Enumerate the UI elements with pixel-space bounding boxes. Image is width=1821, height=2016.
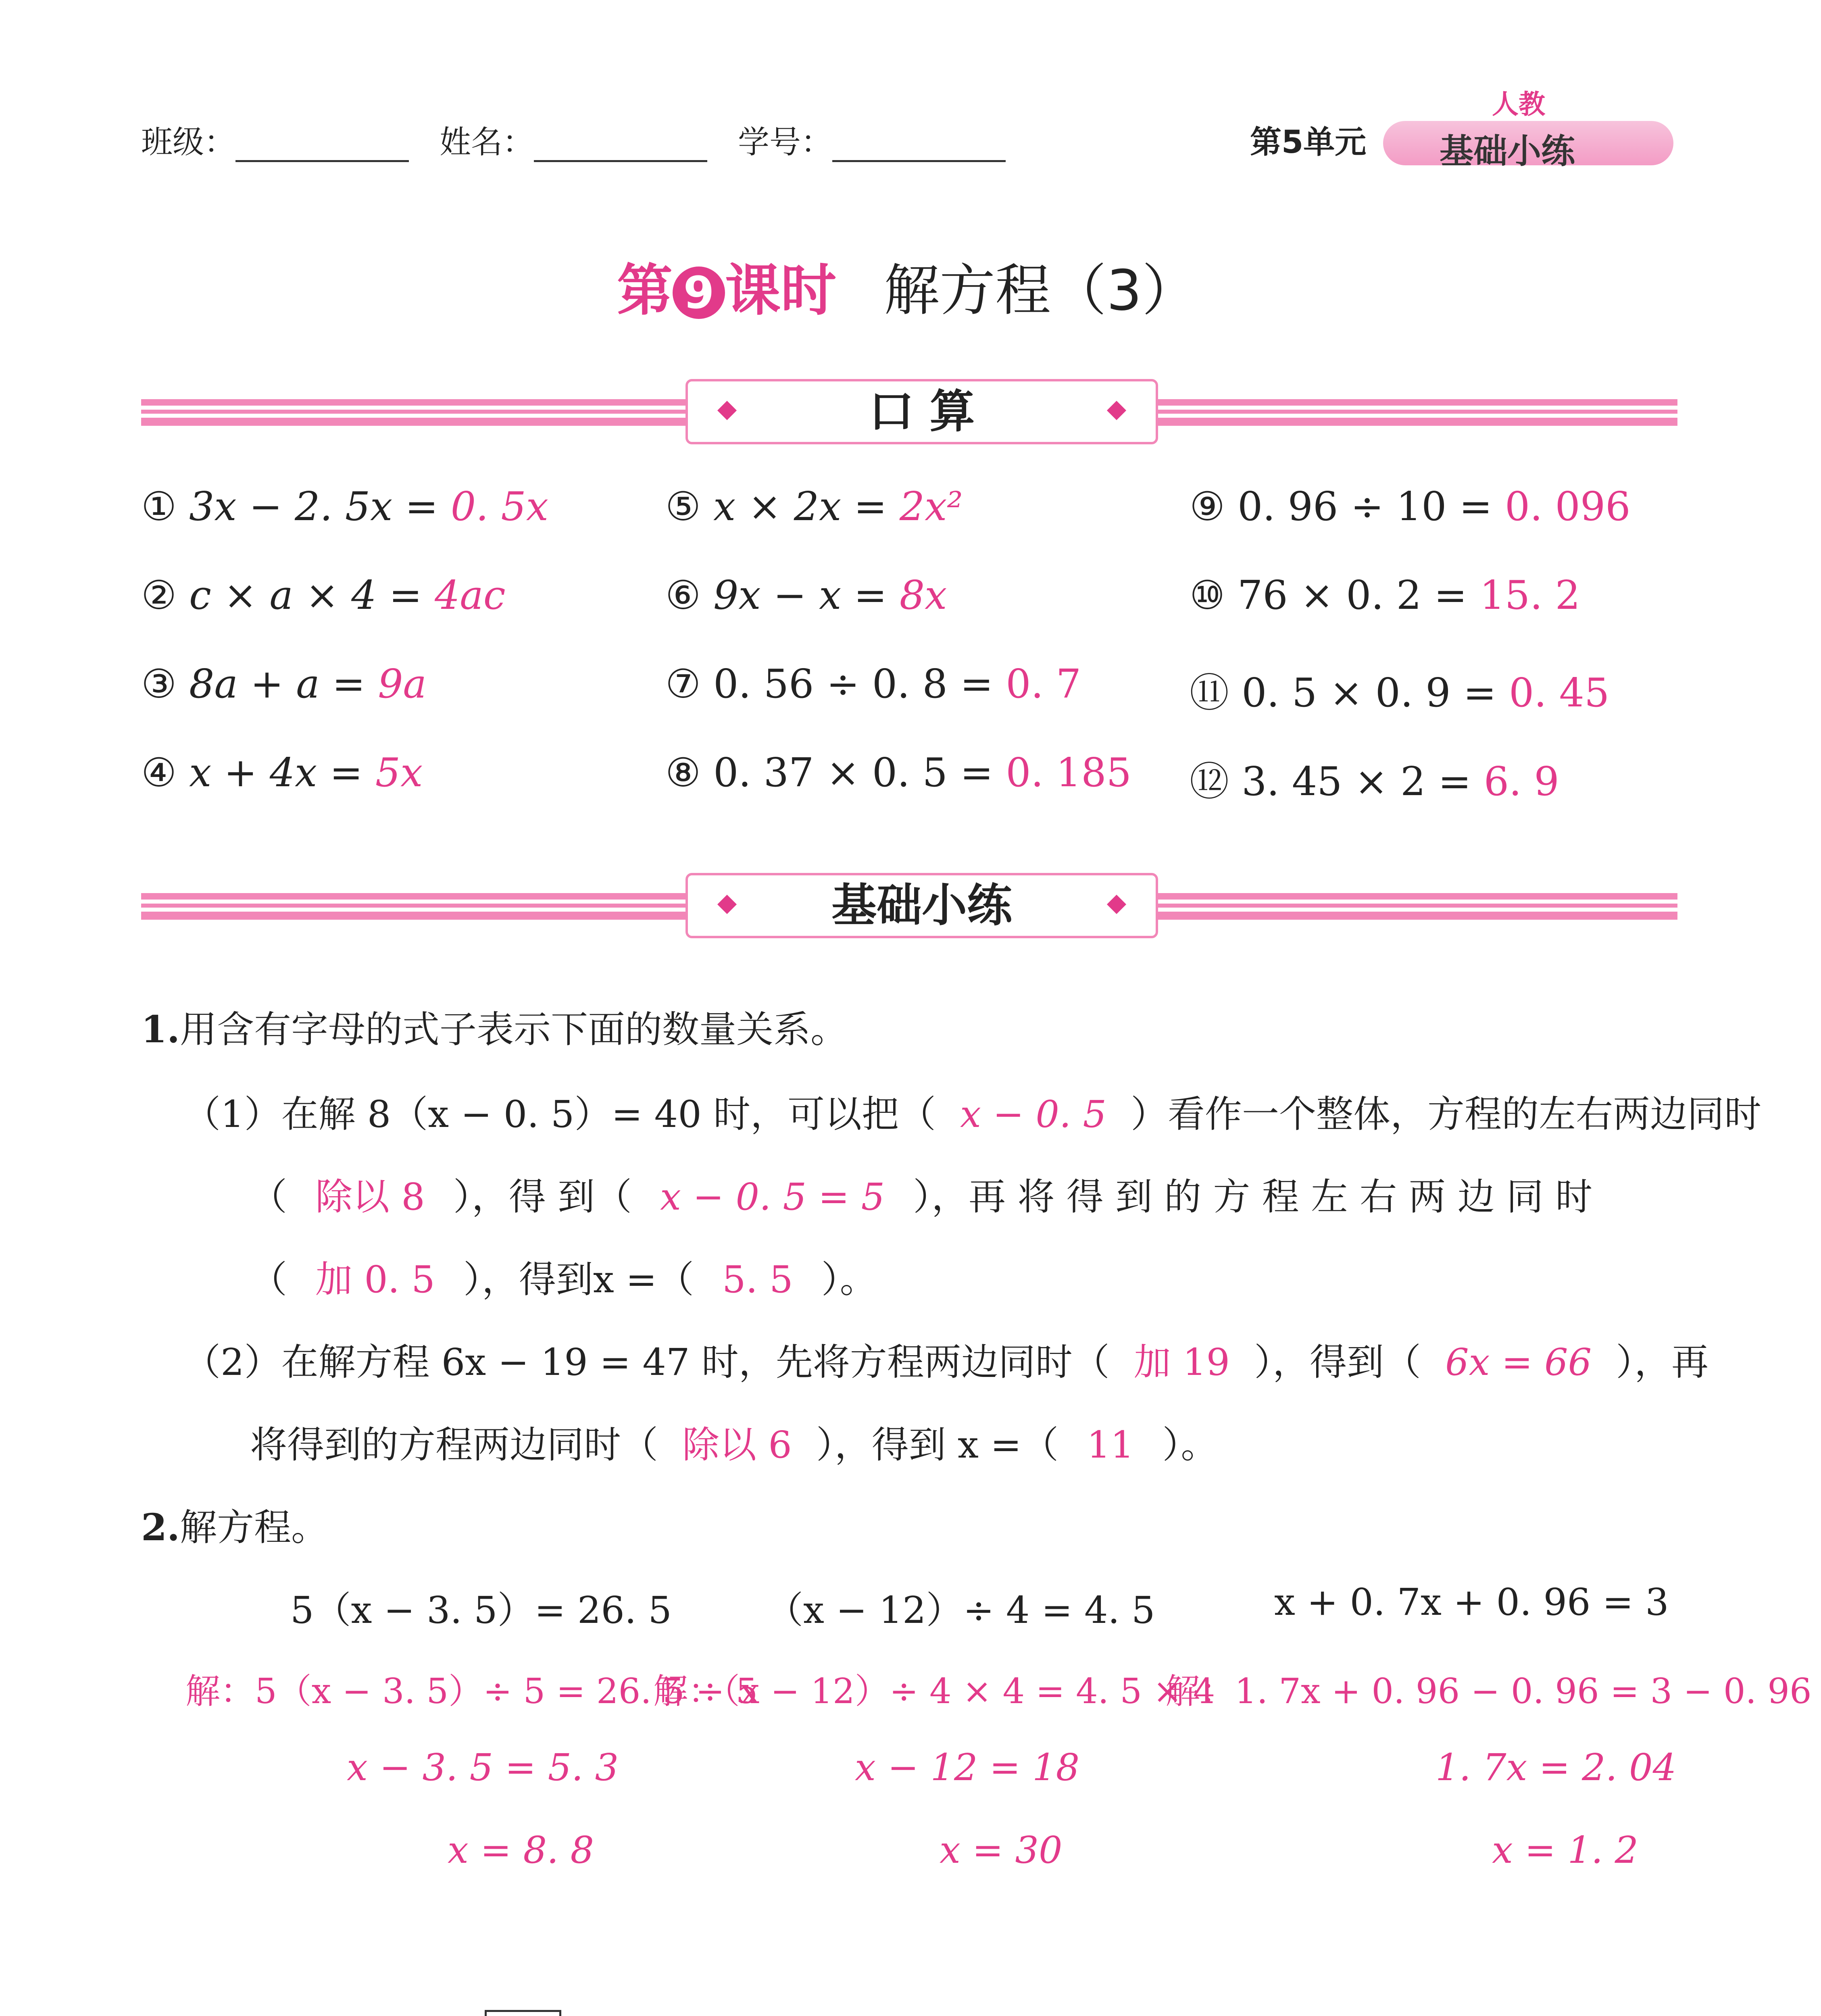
name-field <box>440 117 707 162</box>
student-number-label: 学号： <box>738 124 833 160</box>
solution-step: 解：5（x − 3. 5）÷ 5 = 26. 5 ÷ 5 <box>185 1671 758 1712</box>
solution-step: 1. 7x = 2. 04 <box>1436 1746 1677 1789</box>
student-number-field <box>738 117 1006 162</box>
equation-problem: x + 0. 7x + 0. 96 = 3 <box>1274 1581 1669 1624</box>
class-blank[interactable] <box>235 132 409 162</box>
oral-item: ⑤ x × 2x = 2x² <box>665 484 963 530</box>
oral-item: ⑦ 0. 56 ÷ 0. 8 = 0. 7 <box>665 661 1081 707</box>
solution-step: x − 3. 5 = 5. 3 <box>347 1746 619 1789</box>
oral-item: ④ x + 4x = 5x <box>141 750 423 796</box>
oral-item: ① 3x − 2. 5x = 0. 5x <box>141 484 549 530</box>
oral-item: ③ 8a + a = 9a <box>141 661 427 707</box>
answer: 加 19 <box>1133 1341 1230 1384</box>
answer: x − 0. 5 = 5 <box>660 1175 885 1218</box>
solution-result: x = 8. 8 <box>448 1829 594 1872</box>
equation-problem: 5（x − 3. 5）= 26. 5 <box>290 1589 672 1632</box>
diamond-icon <box>1107 895 1126 914</box>
oral-item: ⑧ 0. 37 × 0. 5 = 0. 185 <box>665 750 1131 796</box>
title-prefix: 第 <box>617 258 673 323</box>
diamond-icon <box>717 895 737 914</box>
question-1-part-1-line-1: （1）在解 8（x − 0. 5）= 40 时，可以把（ x − 0. 5 ）看作一个整体，方程的左右两边同时 <box>183 1093 1761 1136</box>
oral-item: ⑨ 0. 96 ÷ 10 = 0. 096 <box>1190 484 1631 530</box>
answer: 11 <box>1087 1423 1134 1466</box>
question-1-part-2-line-1: （2）在解方程 6x − 19 = 47 时，先将方程两边同时（ 加 19 ），得到（ 6x = 66 ），再 <box>183 1341 1709 1384</box>
class-field <box>141 117 409 162</box>
oral-section-header <box>685 379 1158 444</box>
solution-result: x = 30 <box>940 1829 1063 1872</box>
diamond-icon <box>1107 401 1126 420</box>
basic-section-title: 基础小练 <box>831 879 1012 932</box>
question-2-stem: 2.解方程。 <box>141 1506 329 1549</box>
equation-problem: （x − 12）÷ 4 = 4. 5 <box>766 1589 1155 1632</box>
page-title <box>617 246 1198 326</box>
answer: 除以 8 <box>315 1175 425 1218</box>
answer: 除以 6 <box>682 1423 792 1466</box>
diamond-icon <box>717 401 737 420</box>
lesson-number: 9 <box>673 267 725 319</box>
unit-label: 第5单元 <box>1250 124 1367 160</box>
oral-section-title: 口 算 <box>869 385 975 438</box>
solution-result: x = 1. 2 <box>1492 1829 1639 1872</box>
oral-item: ② c × a × 4 = 4ac <box>141 573 506 619</box>
answer: 5. 5 <box>722 1258 793 1301</box>
answer: 6x = 66 <box>1445 1341 1592 1384</box>
question-1-stem: 1.用含有字母的式子表示下面的数量关系。 <box>141 1008 848 1051</box>
basic-section-header <box>685 873 1158 938</box>
class-label: 班级： <box>141 124 236 160</box>
answer: x − 0. 5 <box>960 1093 1106 1136</box>
title-suffix: 课时 <box>725 258 837 323</box>
question-1-part-1-line-3: （ 加 0. 5 ），得到x =（ 5. 5 ）。 <box>250 1258 877 1301</box>
question-3-stem <box>141 2010 1089 2016</box>
oral-item: ⑪ 0. 5 × 0. 9 = 0. 45 <box>1190 670 1610 716</box>
brand-publisher: 人教 <box>1492 89 1545 120</box>
example-blank-box <box>485 2010 561 2016</box>
question-1-part-2-line-2: 将得到的方程两边同时（ 除以 6 ），得到 x =（ 11 ）。 <box>250 1423 1218 1466</box>
oral-item: ⑥ 9x − x = 8x <box>665 573 947 619</box>
solution-step: 解：1. 7x + 0. 96 − 0. 96 = 3 − 0. 96 <box>1165 1671 1812 1712</box>
name-label: 姓名： <box>440 124 534 160</box>
title-subject: 解方程（3） <box>884 258 1198 323</box>
solution-step: x − 12 = 18 <box>855 1746 1080 1789</box>
question-1-part-1-line-2: （ 除以 8 ），得 到（ x − 0. 5 = 5 ），再 将 得 到 的 方 程 左 右 两 边 同 时 <box>250 1175 1593 1218</box>
oral-item: ⑩ 76 × 0. 2 = 15. 2 <box>1190 573 1580 619</box>
student-number-blank[interactable] <box>832 132 1006 162</box>
brand-title: 基础小练 <box>1440 131 1575 171</box>
answer: 加 0. 5 <box>315 1258 435 1301</box>
solution-step: 解：（x − 12）÷ 4 × 4 = 4. 5 × 4 <box>653 1671 1215 1712</box>
name-blank[interactable] <box>534 132 707 162</box>
oral-item: ⑫ 3. 45 × 2 = 6. 9 <box>1190 759 1559 805</box>
